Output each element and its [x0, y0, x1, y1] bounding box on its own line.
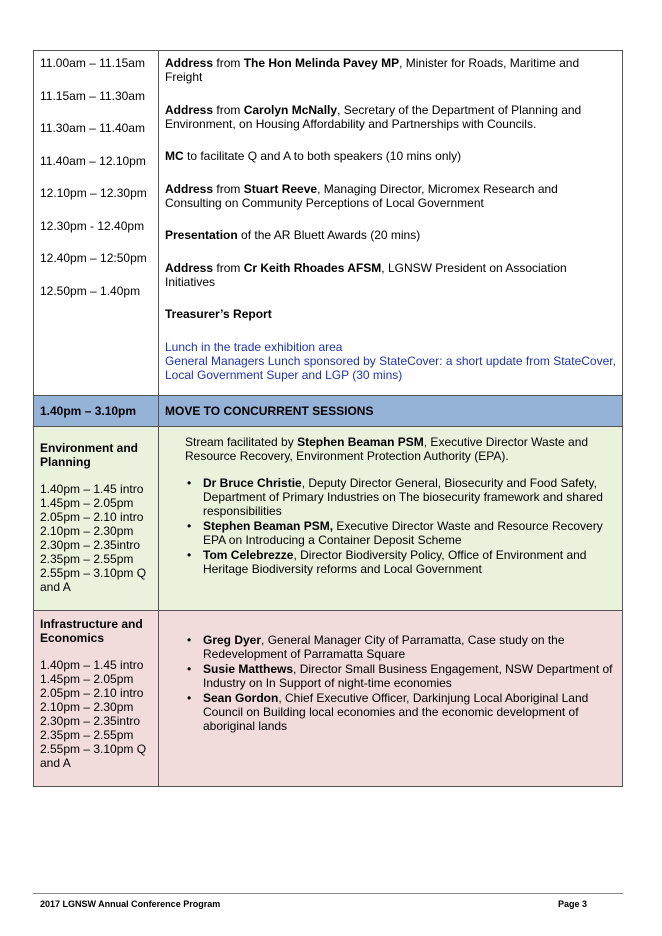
program-table: [33, 50, 623, 787]
text-run: , Director Small Business Engagement, NSW Department of Industry on In Support of night-time economies: [203, 662, 613, 690]
bold-text: Greg Dyer: [203, 633, 262, 647]
bold-text: Address: [165, 102, 214, 117]
environment-stream-row: [34, 427, 623, 611]
text-run: from: [213, 56, 244, 70]
session-slot: 2.05pm – 2.10 intro: [40, 686, 144, 700]
text-run: , Secretary of the Department of Planning and Environment, on Housing Affordability and Partnerships with Councils.: [165, 102, 582, 131]
bold-text: Susie Matthews: [203, 662, 294, 676]
bullet-icon: •: [187, 476, 192, 490]
text-run: , Minister for Roads, Maritime and Freight: [165, 56, 580, 84]
bold-text: Cr Keith Rhoades AFSM: [243, 260, 382, 275]
session-time: 12.10pm – 12.30pm: [40, 186, 147, 200]
session-slot: 2.30pm – 2.35intro: [40, 714, 141, 728]
speaker-item: [159, 548, 622, 576]
morning-times-cell: [34, 51, 159, 396]
bold-text: Address: [165, 56, 214, 70]
bold-text: Tom Celebrezze: [203, 548, 294, 562]
bold-text: Address: [165, 260, 214, 275]
session-slot: 2.30pm – 2.35intro: [40, 538, 141, 552]
session-time: 12.50pm – 1.40pm: [40, 283, 141, 298]
bold-text: Stephen Beaman PSM: [297, 435, 424, 449]
bold-text: MC: [165, 149, 184, 163]
bold-text: Stephen Beaman PSM,: [203, 519, 334, 533]
text-run: Stream facilitated by: [185, 435, 298, 449]
infrastructure-stream-content: [159, 611, 623, 787]
session-slot: 2.10pm – 2.30pm: [40, 524, 134, 538]
bold-text: Presentation: [165, 228, 238, 242]
environment-stream-intro: [185, 435, 612, 463]
bold-text: Carolyn McNally: [243, 102, 338, 117]
session-slot: 1.45pm – 2.05pm: [40, 496, 134, 510]
text-run: of the AR Bluett Awards (20 mins): [237, 228, 421, 242]
bold-text: Treasurer’s Report: [165, 307, 272, 321]
session-slot: 2.35pm – 2.55pm: [40, 552, 134, 566]
speaker-item: [159, 633, 622, 661]
session-time: 11.00am – 11.15am: [40, 56, 145, 70]
session-time: 12.40pm – 12:50pm: [40, 251, 147, 265]
session-description: [159, 177, 622, 210]
text-run: , General Manager City of Parramatta, Case study on the Redevelopment of Parramatta Square: [203, 633, 565, 661]
bold-text: Address: [165, 181, 214, 196]
text-run: from: [213, 181, 244, 196]
bold-text: The Hon Melinda Pavey MP: [243, 56, 400, 70]
text-run: , Director Biodiversity Policy, Office of Environment and Heritage Biodiversity reforms and Local Government: [203, 548, 587, 576]
infrastructure-stream-title: Infrastructure and Economics: [40, 617, 143, 645]
text-run: from: [213, 260, 244, 275]
session-description: [159, 223, 622, 242]
session-slot: 1.45pm – 2.05pm: [40, 672, 134, 686]
text-run: to facilitate Q and A to both speakers (10 mins only): [183, 149, 462, 163]
text-run: Lunch in the trade exhibition area: [165, 339, 343, 354]
bullet-icon: •: [187, 548, 192, 562]
infrastructure-stream-row: [34, 611, 623, 787]
bullet-icon: •: [187, 633, 192, 647]
session-slot: 1.40pm – 1.45 intro: [40, 658, 144, 672]
bold-text: Stuart Reeve: [243, 181, 318, 196]
text-run: , Executive Director Waste and Resource Recovery, Environment Protection Authority (EPA).: [185, 435, 589, 463]
morning-sessions-row: [34, 51, 623, 396]
infrastructure-speaker-list: [159, 633, 622, 733]
text-run: , Deputy Director General, Biosecurity and Food Safety, Department of Primary Industries on The biosecurity framework and shared responsibilities: [203, 476, 603, 518]
lunch-note: [159, 335, 622, 382]
session-description: [159, 144, 622, 163]
session-time: 12.30pm - 12.40pm: [40, 218, 145, 233]
session-slot: 2.35pm – 2.55pm: [40, 728, 134, 742]
speaker-item: [159, 691, 622, 733]
text-run: , Managing Director, Micromex Research and Consulting on Community Perceptions of Local Government: [165, 181, 558, 210]
session-slot: 2.55pm – 3.10pm Q and A: [40, 742, 147, 770]
text-run: Executive Director Waste and Resource Recovery EPA on Introducing a Container Deposit Scheme: [203, 519, 603, 547]
concurrent-sessions-header: [34, 396, 623, 427]
environment-stream-content: [159, 427, 623, 611]
bold-text: Sean Gordon: [203, 691, 279, 705]
session-description: [159, 51, 622, 84]
session-slot: 2.05pm – 2.10 intro: [40, 510, 144, 524]
bullet-icon: •: [187, 519, 192, 533]
page-number: Page 3: [558, 899, 588, 909]
text-run: General Managers Lunch sponsored by StateCover: a short update from StateCover, Local Government Super and LGP (30 mins): [165, 353, 616, 382]
session-slot: 2.55pm – 3.10pm Q and A: [40, 566, 147, 594]
concurrent-time: 1.40pm – 3.10pm: [34, 396, 159, 427]
speaker-item: [159, 476, 622, 518]
session-time: 11.40am – 12.10pm: [40, 153, 146, 168]
environment-stream-info: [34, 427, 159, 611]
session-time: 11.15am – 11.30am: [40, 88, 145, 103]
session-description: [159, 256, 622, 289]
text-run: , LGNSW President on Association Initiatives: [165, 260, 567, 289]
speaker-item: [159, 519, 622, 547]
text-run: , Chief Executive Officer, Darkinjung Local Aboriginal Land Council on Building local economies and the economic development of aboriginal lands: [203, 691, 589, 733]
bold-text: Dr Bruce Christie: [203, 476, 302, 490]
bullet-icon: •: [187, 662, 192, 676]
infrastructure-stream-info: [34, 611, 159, 787]
session-slot: 2.10pm – 2.30pm: [40, 700, 134, 714]
bullet-icon: •: [187, 691, 192, 705]
footer-rule: [33, 893, 623, 894]
concurrent-label: MOVE TO CONCURRENT SESSIONS: [159, 396, 623, 427]
environment-stream-title: Environment and Planning: [40, 441, 139, 469]
speaker-item: [159, 662, 622, 690]
session-slot: 1.40pm – 1.45 intro: [40, 482, 144, 496]
session-description: [159, 98, 622, 131]
environment-speaker-list: [159, 476, 622, 576]
text-run: from: [213, 102, 244, 117]
footer-title: 2017 LGNSW Annual Conference Program: [40, 899, 221, 909]
morning-details-cell: [159, 51, 623, 396]
session-time: 11.30am – 11.40am: [40, 121, 145, 135]
session-description: [159, 302, 622, 321]
